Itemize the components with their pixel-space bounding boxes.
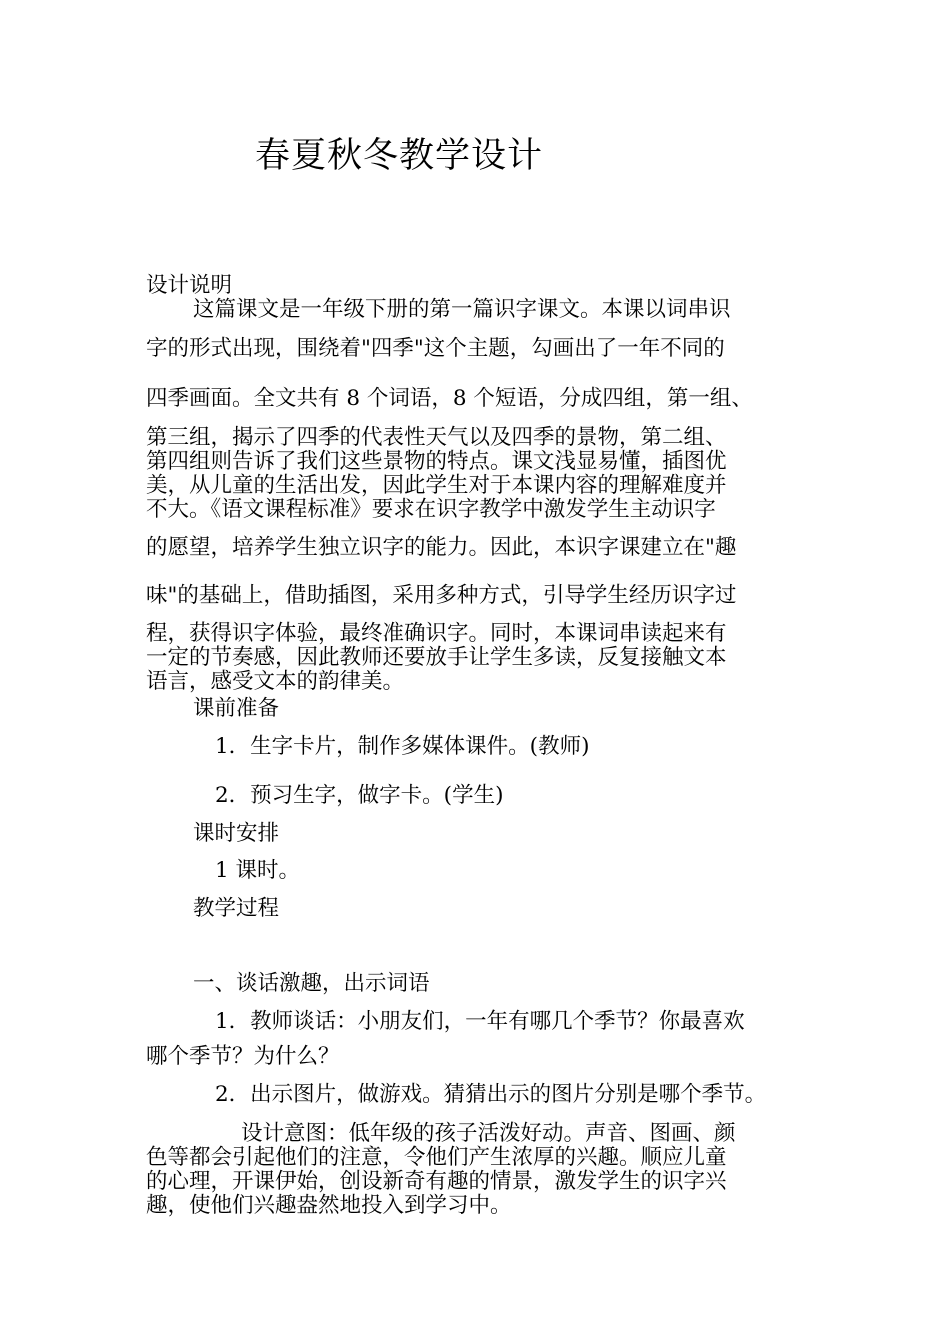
paragraph-line: 不大。《语文课程标准》要求在识字教学中激发学生主动识字 (146, 497, 716, 522)
paragraph-line: 第三组，揭示了四季的代表性天气以及四季的景物，第二组、 (146, 425, 727, 450)
design-note-heading: 设计说明 (146, 273, 233, 298)
intent-line: 趣，使他们兴趣盎然地投入到学习中。 (146, 1193, 512, 1218)
prep-item: 1．生字卡片，制作多媒体课件。(教师) (215, 734, 590, 759)
schedule-heading: 课时安排 (193, 821, 280, 846)
step1-heading: 一、谈话激趣，出示词语 (193, 971, 430, 996)
paragraph-line: 语言，感受文本的韵律美。 (146, 669, 405, 694)
paragraph-line: 一定的节奏感，因此教师还要放手让学生多读，反复接触文本 (146, 645, 727, 670)
prep-heading: 课前准备 (193, 696, 280, 721)
paragraph-line: 美，从儿童的生活出发，因此学生对于本课内容的理解难度并 (146, 473, 727, 498)
process-heading: 教学过程 (193, 896, 280, 921)
intent-line: 设计意图：低年级的孩子活泼好动。声音、图画、颜 (241, 1121, 736, 1146)
paragraph-line: 的愿望，培养学生独立识字的能力。因此，本识字课建立在"趣 (146, 535, 737, 560)
step1-item: 哪个季节？为什么？ (146, 1044, 340, 1069)
page-title: 春夏秋冬教学设计 (255, 136, 544, 176)
paragraph-line: 四季画面。全文共有 8 个词语，8 个短语，分成四组，第一组、 (146, 386, 753, 411)
paragraph-line: 这篇课文是一年级下册的第一篇识字课文。本课以词串识 (193, 297, 731, 322)
paragraph-line: 字的形式出现，围绕着"四季"这个主题，勾画出了一年不同的 (146, 336, 725, 361)
prep-item: 2．预习生字，做字卡。(学生) (215, 783, 504, 808)
step1-item: 2．出示图片，做游戏。猜猜出示的图片分别是哪个季节。 (215, 1082, 767, 1107)
paragraph-line: 味"的基础上，借助插图，采用多种方式，引导学生经历识字过 (146, 583, 737, 608)
intent-line: 的心理，开课伊始，创设新奇有趣的情景，激发学生的识字兴 (146, 1169, 727, 1194)
paragraph-line: 程，获得识字体验，最终准确识字。同时，本课词串读起来有 (146, 621, 727, 646)
intent-line: 色等都会引起他们的注意，令他们产生浓厚的兴趣。顺应儿童 (146, 1145, 727, 1170)
schedule-value: 1 课时。 (215, 858, 301, 883)
paragraph-line: 第四组则告诉了我们这些景物的特点。课文浅显易懂，插图优 (146, 449, 727, 474)
step1-item: 1．教师谈话：小朋友们，一年有哪几个季节？你最喜欢 (215, 1009, 745, 1034)
